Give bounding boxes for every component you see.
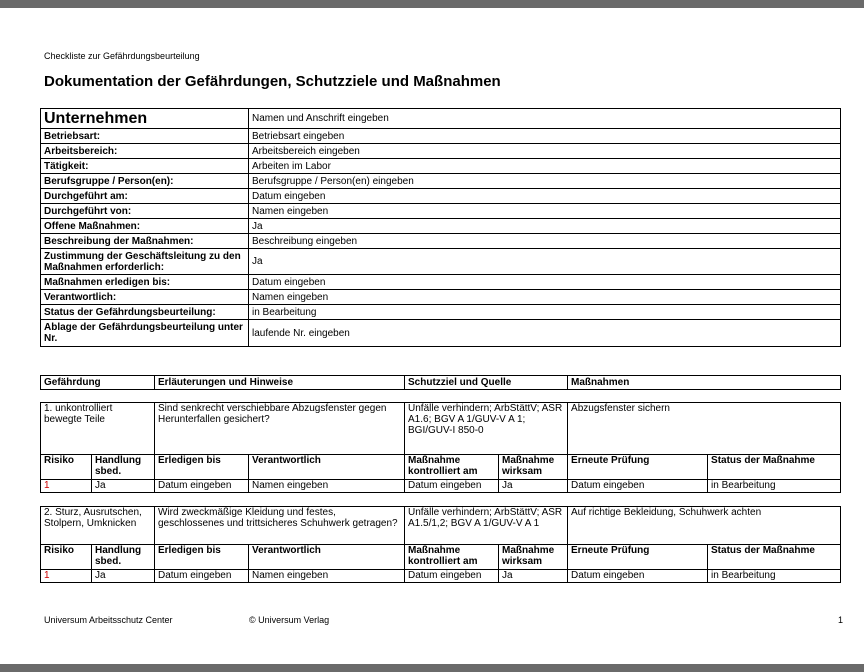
status-label-row bbox=[41, 545, 841, 570]
label-kontrolliert: Maßnahme kontrolliert am bbox=[405, 455, 499, 480]
value-handlung[interactable]: Ja bbox=[92, 480, 155, 493]
info-row bbox=[41, 144, 841, 159]
col-schutzziel: Schutzziel und Quelle bbox=[405, 376, 568, 390]
label-pruefung: Erneute Prüfung bbox=[568, 455, 708, 480]
value-verantwortlich[interactable]: Namen eingeben bbox=[249, 480, 405, 493]
footer-copyright: © Universum Verlag bbox=[249, 615, 330, 625]
info-row bbox=[41, 290, 841, 305]
info-label: Verantwortlich: bbox=[41, 290, 249, 305]
document-title: Dokumentation der Gefährdungen, Schutzziele und Maßnahmen bbox=[44, 73, 501, 90]
value-wirksam[interactable]: Ja bbox=[499, 480, 568, 493]
info-label: Betriebsart: bbox=[41, 129, 249, 144]
hazard-measure[interactable]: Auf richtige Bekleidung, Schuhwerk achten bbox=[568, 507, 841, 545]
hazard-description-row bbox=[41, 507, 841, 545]
value-erledigen[interactable]: Datum eingeben bbox=[155, 480, 249, 493]
col-massnahmen: Maßnahmen bbox=[568, 376, 841, 390]
value-erledigen[interactable]: Datum eingeben bbox=[155, 570, 249, 583]
info-label: Status der Gefährdungsbeurteilung: bbox=[41, 305, 249, 320]
value-verantwortlich[interactable]: Namen eingeben bbox=[249, 570, 405, 583]
value-kontrolliert[interactable]: Datum eingeben bbox=[405, 570, 499, 583]
hazard-protection-goal: Unfälle verhindern; ArbStättV; ASR A1.6; BGV A 1/GUV-V A 1; BGI/GUV-I 850-0 bbox=[405, 403, 568, 455]
info-row bbox=[41, 219, 841, 234]
value-status[interactable]: in Bearbeitung bbox=[708, 480, 841, 493]
info-label: Tätigkeit: bbox=[41, 159, 249, 174]
value-risiko[interactable]: 1 bbox=[41, 570, 92, 583]
label-handlung: Handlung sbed. bbox=[92, 545, 155, 570]
status-label-row bbox=[41, 455, 841, 480]
value-pruefung[interactable]: Datum eingeben bbox=[568, 480, 708, 493]
company-value[interactable]: Namen und Anschrift eingeben bbox=[249, 109, 841, 129]
hazard-block bbox=[40, 506, 841, 583]
info-row bbox=[41, 249, 841, 275]
hazard-explanation: Sind senkrecht verschiebbare Abzugsfenster gegen Herunterfallen gesichert? bbox=[155, 403, 405, 455]
info-value[interactable]: Datum eingeben bbox=[249, 189, 841, 204]
info-row bbox=[41, 159, 841, 174]
status-value-row bbox=[41, 480, 841, 493]
value-handlung[interactable]: Ja bbox=[92, 570, 155, 583]
value-kontrolliert[interactable]: Datum eingeben bbox=[405, 480, 499, 493]
label-status: Status der Maßnahme bbox=[708, 545, 841, 570]
info-value[interactable]: Namen eingeben bbox=[249, 204, 841, 219]
info-label: Durchgeführt von: bbox=[41, 204, 249, 219]
footer-page-number: 1 bbox=[838, 615, 844, 625]
info-value[interactable]: Berufsgruppe / Person(en) eingeben bbox=[249, 174, 841, 189]
info-value[interactable]: Namen eingeben bbox=[249, 290, 841, 305]
col-gefaehrdung: Gefährdung bbox=[41, 376, 155, 390]
info-value[interactable]: Datum eingeben bbox=[249, 275, 841, 290]
info-label: Berufsgruppe / Person(en): bbox=[41, 174, 249, 189]
hazard-protection-goal: Unfälle verhindern; ArbStättV; ASR A1.5/1,2; BGV A 1/GUV-V A 1 bbox=[405, 507, 568, 545]
info-row bbox=[41, 234, 841, 249]
label-wirksam: Maßnahme wirksam bbox=[499, 455, 568, 480]
info-value[interactable]: Beschreibung eingeben bbox=[249, 234, 841, 249]
hazard-header-row bbox=[41, 376, 841, 390]
hazard-description-row bbox=[41, 403, 841, 455]
label-handlung: Handlung sbed. bbox=[92, 455, 155, 480]
label-kontrolliert: Maßnahme kontrolliert am bbox=[405, 545, 499, 570]
top-border bbox=[0, 0, 864, 8]
value-pruefung[interactable]: Datum eingeben bbox=[568, 570, 708, 583]
label-pruefung: Erneute Prüfung bbox=[568, 545, 708, 570]
footer-publisher: Universum Arbeitsschutz Center bbox=[44, 615, 173, 625]
info-value[interactable]: Ja bbox=[249, 219, 841, 234]
bottom-border bbox=[0, 664, 864, 672]
info-row bbox=[41, 275, 841, 290]
hazard-measure[interactable]: Abzugsfenster sichern bbox=[568, 403, 841, 455]
status-value-row bbox=[41, 570, 841, 583]
value-wirksam[interactable]: Ja bbox=[499, 570, 568, 583]
info-value[interactable]: laufende Nr. eingeben bbox=[249, 320, 841, 347]
info-label: Durchgeführt am: bbox=[41, 189, 249, 204]
info-label: Arbeitsbereich: bbox=[41, 144, 249, 159]
info-value[interactable]: Ja bbox=[249, 249, 841, 275]
hazard-explanation: Wird zweckmäßige Kleidung und festes, geschlossenes und trittsicheres Schuhwerk getragen? bbox=[155, 507, 405, 545]
hazard-header-table bbox=[40, 375, 841, 390]
label-erledigen: Erledigen bis bbox=[155, 545, 249, 570]
info-value[interactable]: Arbeiten im Labor bbox=[249, 159, 841, 174]
info-value[interactable]: Betriebsart eingeben bbox=[249, 129, 841, 144]
info-row bbox=[41, 320, 841, 347]
label-verantwortlich: Verantwortlich bbox=[249, 455, 405, 480]
info-label: Ablage der Gefährdungsbeurteilung unter Nr. bbox=[41, 320, 249, 347]
label-risiko: Risiko bbox=[41, 455, 92, 480]
hazard-name: 1. unkontrolliert bewegte Teile bbox=[41, 403, 155, 455]
document-subtitle: Checkliste zur Gefährdungsbeurteilung bbox=[44, 51, 200, 61]
info-row bbox=[41, 174, 841, 189]
info-label: Offene Maßnahmen: bbox=[41, 219, 249, 234]
info-row-company bbox=[41, 109, 841, 129]
company-label: Unternehmen bbox=[41, 109, 249, 129]
company-info-table bbox=[40, 108, 841, 347]
hazard-block bbox=[40, 402, 841, 493]
info-label: Beschreibung der Maßnahmen: bbox=[41, 234, 249, 249]
label-wirksam: Maßnahme wirksam bbox=[499, 545, 568, 570]
info-label: Zustimmung der Geschäftsleitung zu den Maßnahmen erforderlich: bbox=[41, 249, 249, 275]
label-status: Status der Maßnahme bbox=[708, 455, 841, 480]
info-row bbox=[41, 189, 841, 204]
info-row bbox=[41, 204, 841, 219]
col-erlaeuterungen: Erläuterungen und Hinweise bbox=[155, 376, 405, 390]
label-verantwortlich: Verantwortlich bbox=[249, 545, 405, 570]
value-status[interactable]: in Bearbeitung bbox=[708, 570, 841, 583]
label-erledigen: Erledigen bis bbox=[155, 455, 249, 480]
label-risiko: Risiko bbox=[41, 545, 92, 570]
hazard-name: 2. Sturz, Ausrutschen, Stolpern, Umknicken bbox=[41, 507, 155, 545]
value-risiko[interactable]: 1 bbox=[41, 480, 92, 493]
info-row bbox=[41, 305, 841, 320]
info-label: Maßnahmen erledigen bis: bbox=[41, 275, 249, 290]
info-value[interactable]: in Bearbeitung bbox=[249, 305, 841, 320]
info-value[interactable]: Arbeitsbereich eingeben bbox=[249, 144, 841, 159]
info-row bbox=[41, 129, 841, 144]
